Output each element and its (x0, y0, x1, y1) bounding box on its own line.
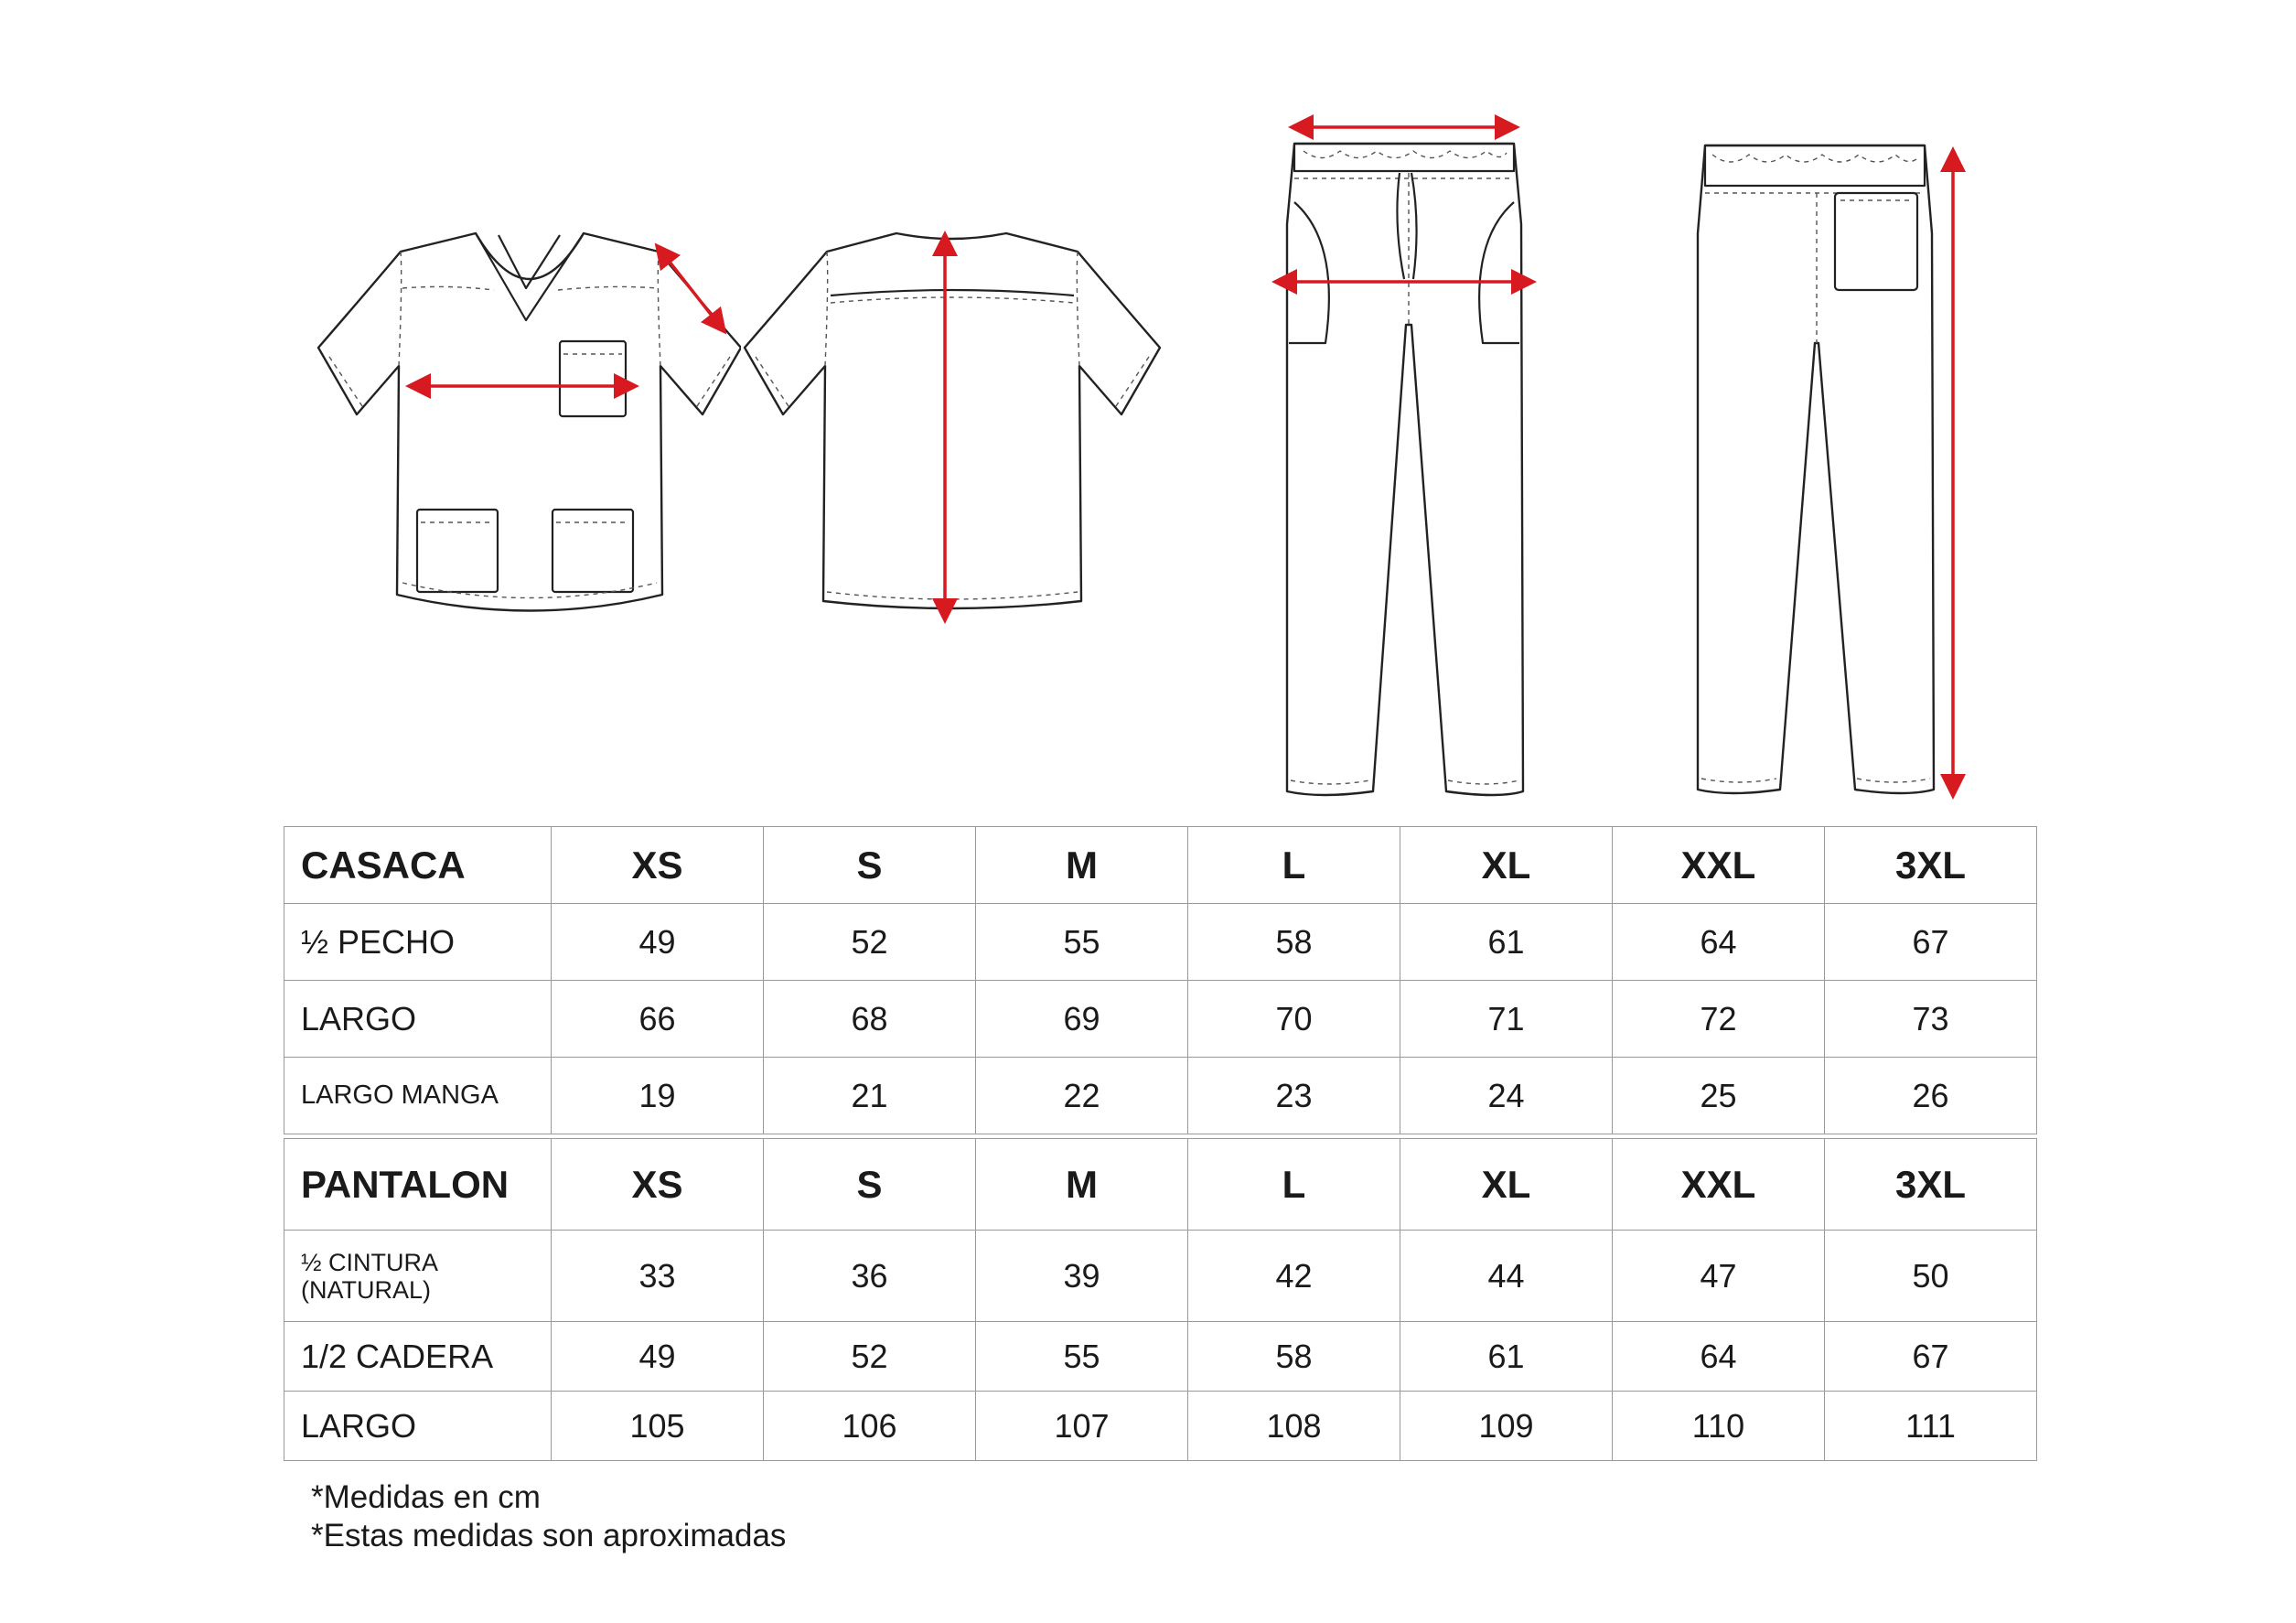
pantalon-title: PANTALON (284, 1139, 552, 1231)
size-value: 49 (552, 904, 764, 981)
size-value: 58 (1188, 904, 1400, 981)
pantalon-header-row (284, 1139, 2037, 1231)
measurement-notes (311, 1478, 786, 1555)
row-label-line1: ½ CINTURA (301, 1248, 439, 1276)
row-label: LARGO MANGA (284, 1058, 552, 1134)
size-header: XL (1400, 1139, 1613, 1231)
size-value: 111 (1825, 1392, 2037, 1461)
size-header: S (764, 1139, 976, 1231)
size-header: L (1188, 1139, 1400, 1231)
size-value: 55 (976, 1322, 1188, 1392)
size-value: 61 (1400, 904, 1613, 981)
table-row (284, 1322, 2037, 1392)
table-row (284, 904, 2037, 981)
size-value: 67 (1825, 1322, 2037, 1392)
size-value: 66 (552, 981, 764, 1058)
size-value: 71 (1400, 981, 1613, 1058)
size-value: 55 (976, 904, 1188, 981)
row-label-line2: (NATURAL) (301, 1275, 432, 1304)
table-row (284, 1231, 2037, 1322)
note-units: *Medidas en cm (311, 1479, 541, 1515)
size-value: 44 (1400, 1231, 1613, 1322)
size-value: 21 (764, 1058, 976, 1134)
scrub-pants-front-illustration (1267, 114, 1541, 819)
size-value: 50 (1825, 1231, 2037, 1322)
size-value: 39 (976, 1231, 1188, 1322)
size-header: XL (1400, 827, 1613, 904)
row-label: 1/2 CADERA (284, 1322, 552, 1392)
size-header: M (976, 827, 1188, 904)
size-value: 108 (1188, 1392, 1400, 1461)
size-value: 109 (1400, 1392, 1613, 1461)
casaca-size-table (284, 826, 2037, 1134)
size-header: 3XL (1825, 1139, 2037, 1231)
size-value: 19 (552, 1058, 764, 1134)
size-header: 3XL (1825, 827, 2037, 904)
size-value: 33 (552, 1231, 764, 1322)
size-value: 106 (764, 1392, 976, 1461)
table-row (284, 1392, 2037, 1461)
size-value: 70 (1188, 981, 1400, 1058)
size-value: 23 (1188, 1058, 1400, 1134)
size-value: 47 (1613, 1231, 1825, 1322)
size-value: 24 (1400, 1058, 1613, 1134)
size-header: XS (552, 827, 764, 904)
size-value: 72 (1613, 981, 1825, 1058)
table-row (284, 981, 2037, 1058)
pantalon-size-table (284, 1138, 2037, 1461)
size-value: 107 (976, 1392, 1188, 1461)
size-value: 105 (552, 1392, 764, 1461)
size-value: 52 (764, 904, 976, 981)
table-row (284, 1058, 2037, 1134)
size-value: 67 (1825, 904, 2037, 981)
size-header: XXL (1613, 1139, 1825, 1231)
row-label: LARGO (284, 981, 552, 1058)
size-header: XS (552, 1139, 764, 1231)
row-label: ½ PECHO (284, 904, 552, 981)
scrub-top-front-illustration (311, 224, 741, 645)
size-value: 42 (1188, 1231, 1400, 1322)
size-value: 52 (764, 1322, 976, 1392)
size-value: 26 (1825, 1058, 2037, 1134)
scrub-top-back-illustration (741, 224, 1162, 636)
row-label (284, 1231, 552, 1322)
size-value: 68 (764, 981, 976, 1058)
size-value: 25 (1613, 1058, 1825, 1134)
size-value: 64 (1613, 904, 1825, 981)
size-value: 49 (552, 1322, 764, 1392)
size-header: L (1188, 827, 1400, 904)
row-label: LARGO (284, 1392, 552, 1461)
size-value: 110 (1613, 1392, 1825, 1461)
size-value: 61 (1400, 1322, 1613, 1392)
size-value: 36 (764, 1231, 976, 1322)
note-approximate: *Estas medidas son aproximadas (311, 1518, 787, 1553)
size-value: 64 (1613, 1322, 1825, 1392)
size-value: 69 (976, 981, 1188, 1058)
casaca-title: CASACA (284, 827, 552, 904)
size-value: 22 (976, 1058, 1188, 1134)
scrub-pants-back-illustration (1683, 133, 1985, 810)
size-header: M (976, 1139, 1188, 1231)
size-value: 73 (1825, 981, 2037, 1058)
size-header: S (764, 827, 976, 904)
casaca-header-row (284, 827, 2037, 904)
size-value: 58 (1188, 1322, 1400, 1392)
size-header: XXL (1613, 827, 1825, 904)
